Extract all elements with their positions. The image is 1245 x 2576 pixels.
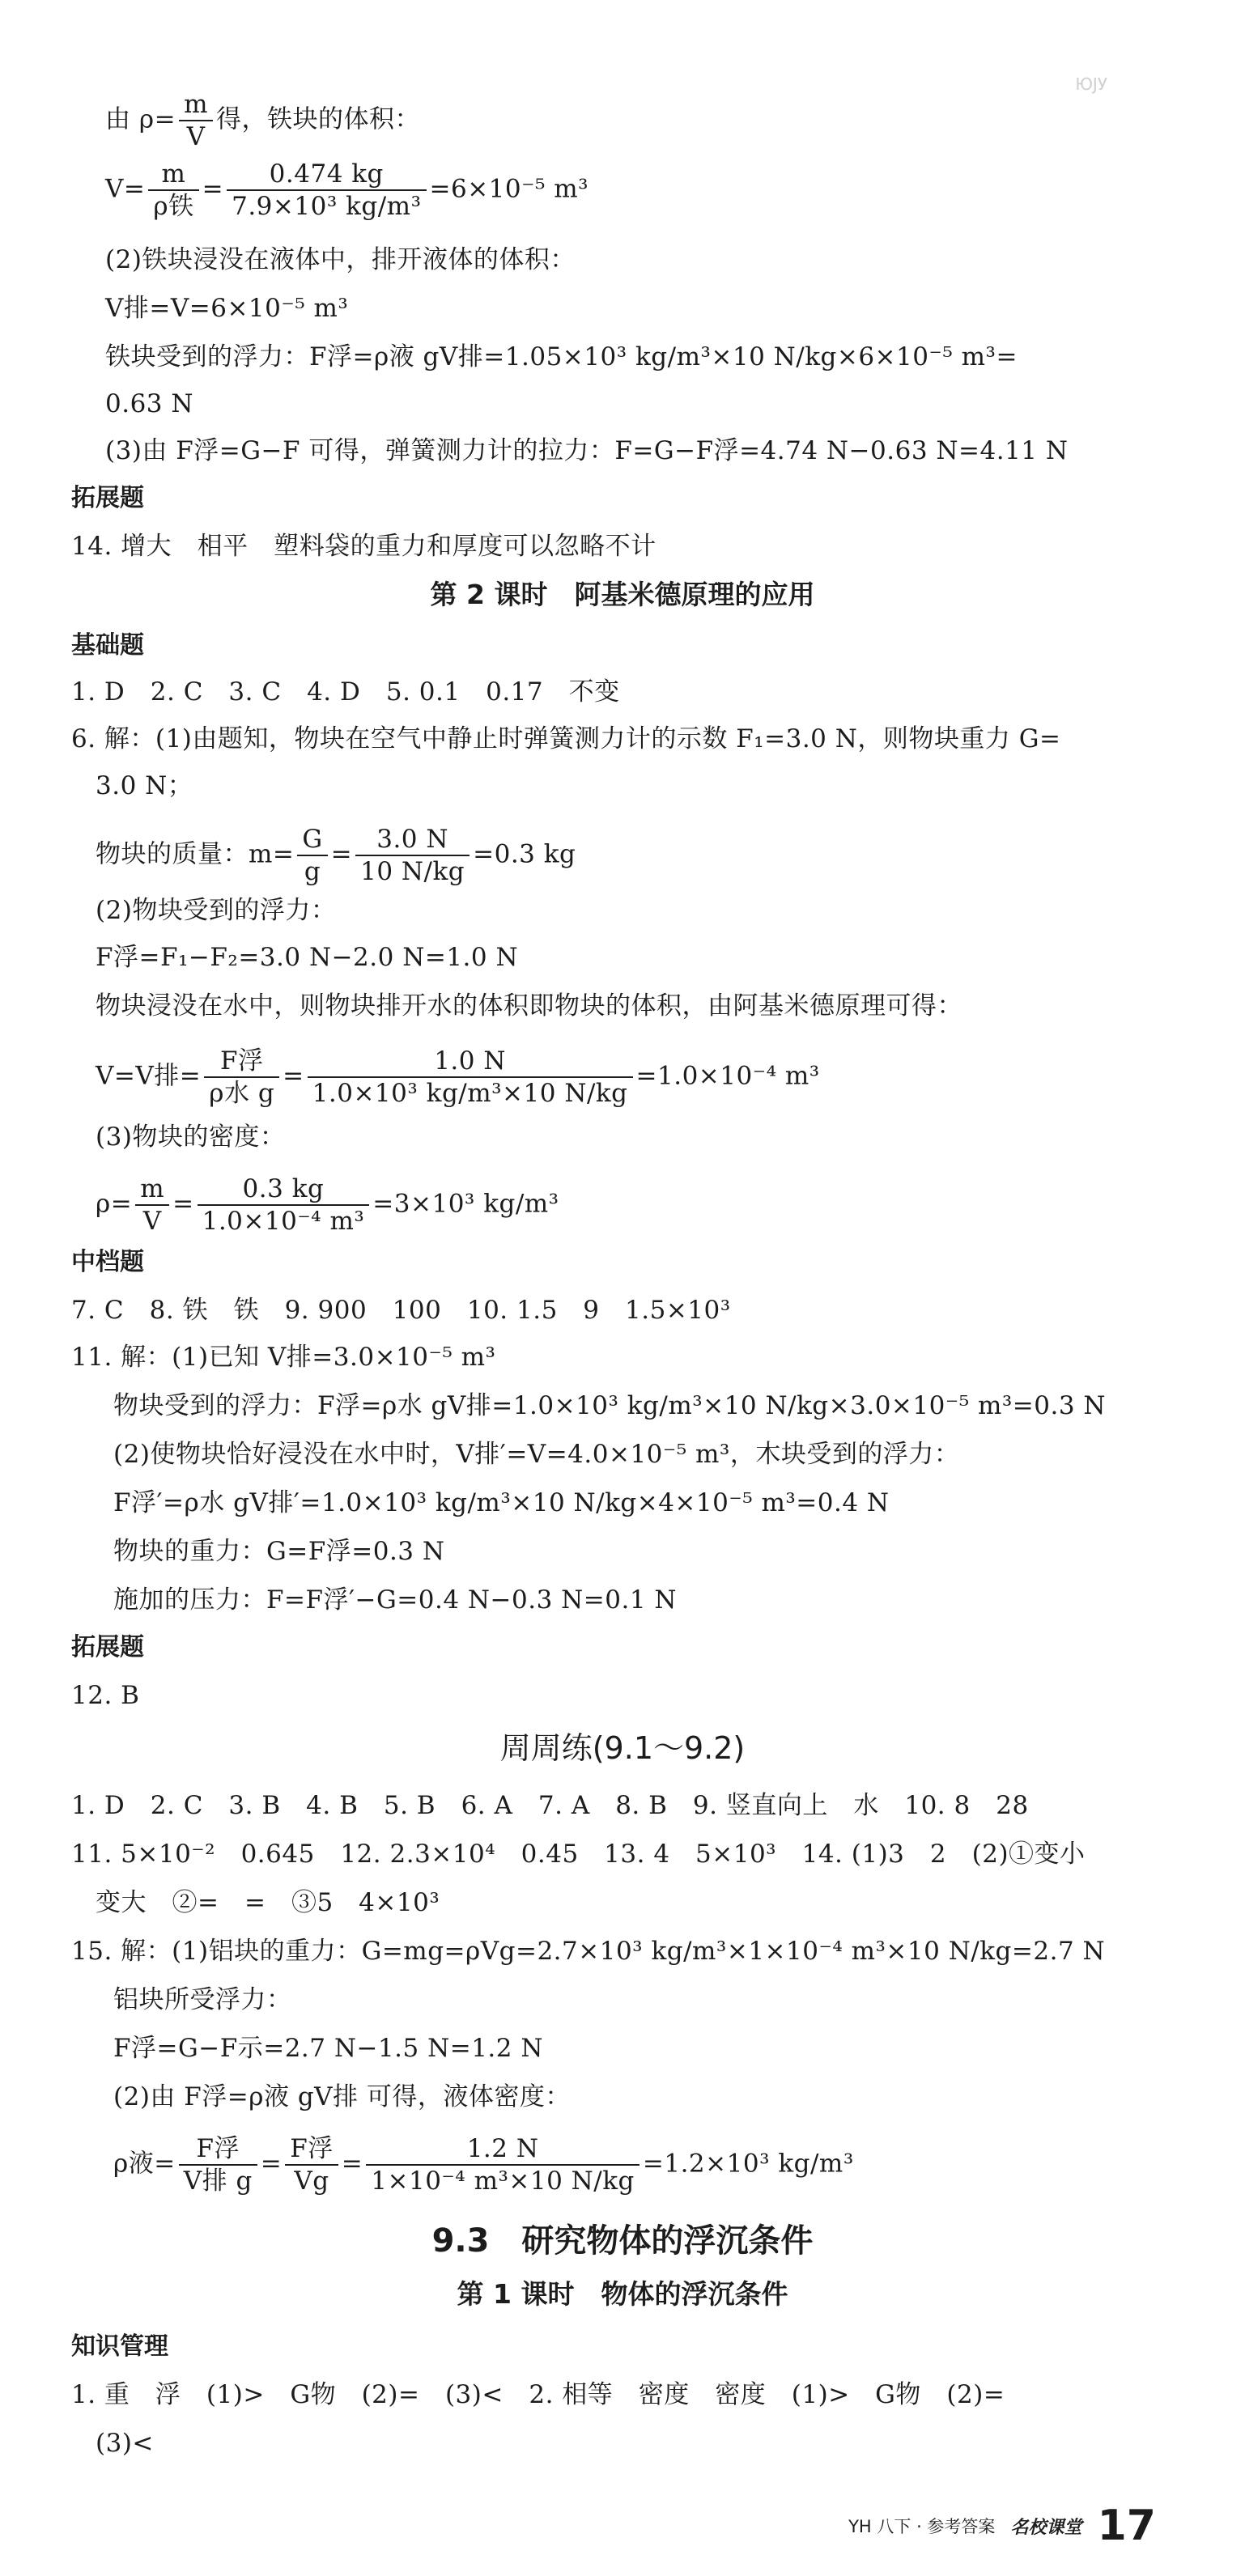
fraction: $\frac{m}{\text{ρ铁}}$	[148, 159, 198, 222]
fraction: $\frac{m}{V}$	[135, 1173, 169, 1237]
formula-volume-2: V=V排= $\frac{\text{F浮}}{\text{ρ水 g}}$ = $\frac{1.0 N}{\text{1.0×10³ kg/m³×10 N/kg}}$ =1.0×10⁻⁴ m³	[96, 1046, 820, 1108]
brand-logo: 名校课堂	[1010, 2517, 1082, 2538]
fraction: $\frac{\text{F浮}}{\text{ρ水 g}}$	[204, 1046, 279, 1109]
text-line: (2)物块受到的浮力：	[96, 896, 337, 925]
text-line: 7. C 8. 铁 铁 9. 900 100 10. 1.5 9 1.5×10³	[71, 1296, 731, 1325]
text-line: 铝块所受浮力：	[113, 1985, 292, 2014]
text-line: 1. D 2. C 3. B 4. B 5. B 6. A 7. A 8. B 9. 竖直向上 水 10. 8 28	[71, 1791, 1029, 1820]
text-line: (3)<	[96, 2429, 154, 2458]
formula-liquid-density: ρ液= $\frac{\text{F浮}}{\text{V排 g}}$ = $\frac{\text{F浮}}{Vg}$ = $\frac{1.2 N}{\text{1×10⁻⁴ m³×10 N/kg}}$ =1.2×10³ kg/m³	[113, 2134, 854, 2196]
fraction: $\frac{3.0 N}{10 N/kg}$	[355, 824, 470, 887]
text-line: (3)由 F浮=G−F 可得，弹簧测力计的拉力：F=G−F浮=4.74 N−0.63 N=4.11 N	[105, 436, 1069, 465]
text-line: 物块的重力：G=F浮=0.3 N	[113, 1537, 445, 1566]
corner-mark: ЮЈУ	[1075, 74, 1107, 94]
fraction: $\frac{1.0 N}{\text{1.0×10³ kg/m³×10 N/kg}}$	[308, 1046, 633, 1109]
text-line: 11. 解：(1)已知 V排=3.0×10⁻⁵ m³	[71, 1343, 496, 1372]
text-line: F浮=G−F示=2.7 N−1.5 N=1.2 N	[113, 2034, 543, 2063]
section-title: 9.3 研究物体的浮沉条件	[431, 2222, 814, 2260]
page-footer	[848, 2502, 1156, 2550]
text-line: 物块受到的浮力：F浮=ρ水 gV排=1.0×10³ kg/m³×10 N/kg×3.0×10⁻⁵ m³=0.3 N	[113, 1391, 1107, 1420]
fraction: $\frac{0.3 kg}{\text{1.0×10⁻⁴ m³}}$	[198, 1173, 370, 1237]
fraction: $\frac{\text{F浮}}{\text{V排 g}}$	[179, 2133, 257, 2196]
text-line: 3.0 N；	[96, 771, 193, 800]
formula-density: 由 ρ= $\frac{m}{V}$ 得，铁块的体积：	[105, 90, 420, 151]
formula-density-2: ρ= $\frac{m}{V}$ = $\frac{0.3 kg}{\text{1.0×10⁻⁴ m³}}$ =3×10³ kg/m³	[96, 1174, 559, 1236]
text-line: (2)铁块浸没在液体中，排开液体的体积：	[105, 245, 576, 274]
text-line: 施加的压力：F=F浮′−G=0.4 N−0.3 N=0.1 N	[113, 1585, 678, 1615]
lesson-title: 第 1 课时 物体的浮沉条件	[457, 2278, 788, 2310]
formula-mass: 物块的质量：m= $\frac{G}{g}$ = $\frac{3.0 N}{10 N/kg}$ =0.3 kg	[96, 825, 576, 886]
text-line: 15. 解：(1)铝块的重力：G=mg=ρVg=2.7×10³ kg/m³×1×10⁻⁴ m³×10 N/kg=2.7 N	[71, 1937, 1106, 1966]
section-heading: 拓展题	[71, 1633, 144, 1661]
text-line: 6. 解：(1)由题知，物块在空气中静止时弹簧测力计的示数 F₁=3.0 N，则物块重力 G=	[71, 724, 1061, 753]
weekly-title: 周周练(9.1～9.2)	[499, 1730, 746, 1766]
text-line: (2)使物块恰好浸没在水中时，V排′=V=4.0×10⁻⁵ m³，木块受到的浮力：	[113, 1440, 960, 1469]
text-line: 11. 5×10⁻² 0.645 12. 2.3×10⁴ 0.45 13. 4 5×10³ 14. (1)3 2 (2)①变小	[71, 1840, 1086, 1869]
section-heading: 中档题	[71, 1248, 144, 1276]
formula-volume: V= $\frac{m}{\text{ρ铁}}$ = $\frac{0.474 kg}{\text{7.9×10³ kg/m³}}$ =6×10⁻⁵ m³	[105, 159, 589, 221]
text-line: F浮=F₁−F₂=3.0 N−2.0 N=1.0 N	[96, 943, 519, 972]
lesson-title: 第 2 课时 阿基米德原理的应用	[430, 579, 815, 610]
footer-label: YH 八下 · 参考答案	[848, 2517, 996, 2536]
text-line: 0.63 N	[105, 389, 194, 418]
text-line: 12. B	[71, 1681, 140, 1710]
section-heading: 基础题	[71, 631, 144, 660]
text-line: 铁块受到的浮力：F浮=ρ液 gV排=1.05×10³ kg/m³×10 N/kg×6×10⁻⁵ m³=	[105, 342, 1018, 371]
text-line: 1. D 2. C 3. C 4. D 5. 0.1 0.17 不变	[71, 677, 620, 707]
text-line: (3)物块的密度：	[96, 1122, 286, 1152]
section-heading: 知识管理	[71, 2332, 168, 2361]
fraction: $\frac{G}{g}$	[297, 824, 327, 887]
fraction: $\frac{m}{V}$	[179, 89, 213, 152]
text-line: (2)由 F浮=ρ液 gV排 可得，液体密度：	[113, 2082, 571, 2111]
text-line: F浮′=ρ水 gV排′=1.0×10³ kg/m³×10 N/kg×4×10⁻⁵ m³=0.4 N	[113, 1488, 890, 1517]
section-heading: 拓展题	[71, 484, 144, 512]
text-line: 14. 增大 相平 塑料袋的重力和厚度可以忽略不计	[71, 532, 656, 561]
page-number: 17	[1097, 2502, 1156, 2550]
fraction: $\frac{1.2 N}{\text{1×10⁻⁴ m³×10 N/kg}}$	[366, 2133, 639, 2196]
text-line: 物块浸没在水中，则物块排开水的体积即物块的体积，由阿基米德原理可得：	[96, 991, 962, 1021]
text-line: 变大 ②= = ③5 4×10³	[96, 1888, 440, 1917]
text-line: 1. 重 浮 (1)> G物 (2)= (3)< 2. 相等 密度 密度 (1)> G物 (2)=	[71, 2380, 1005, 2409]
fraction: $\frac{0.474 kg}{\text{7.9×10³ kg/m³}}$	[227, 159, 426, 222]
text-line: V排=V=6×10⁻⁵ m³	[105, 294, 349, 323]
fraction: $\frac{\text{F浮}}{Vg}$	[285, 2133, 338, 2196]
